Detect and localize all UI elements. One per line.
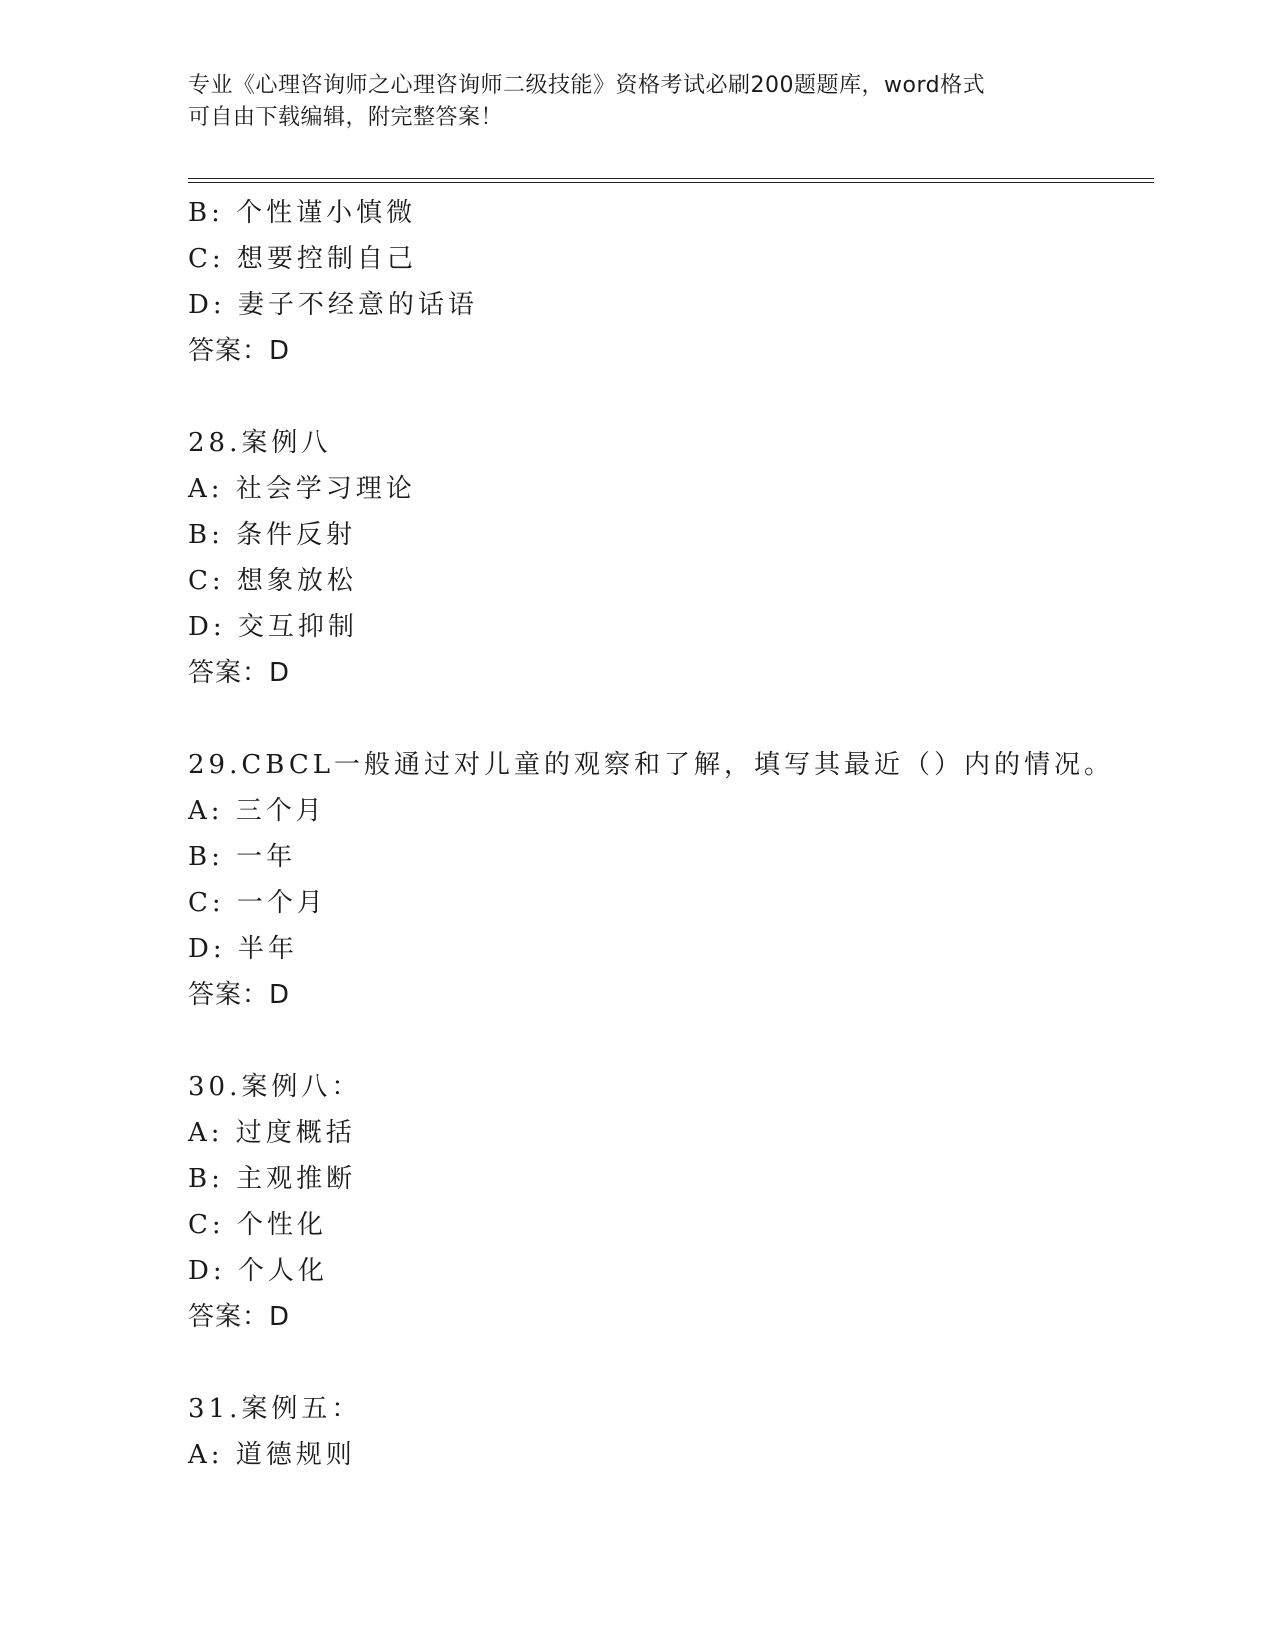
question-title: 29.CBCL一般通过对儿童的观察和了解，填写其最近（）内的情况。 xyxy=(188,750,1114,780)
option-a: A: 三个月 xyxy=(188,796,326,826)
option-b: B: 一年 xyxy=(188,842,297,872)
option-b: B: 个性谨小慎微 xyxy=(188,198,417,228)
answer: 答案：D xyxy=(188,980,291,1010)
option-d: D: 交互抑制 xyxy=(188,612,358,642)
header-divider xyxy=(188,178,1154,183)
question-31 xyxy=(188,1386,1148,1478)
option-d: D: 半年 xyxy=(188,934,298,964)
question-list xyxy=(188,190,1148,1478)
question-title: 30.案例八： xyxy=(188,1072,362,1102)
option-d: D: 个人化 xyxy=(188,1256,328,1286)
option-a: A: 道德规则 xyxy=(188,1440,356,1470)
question-28 xyxy=(188,420,1148,696)
document-header xyxy=(188,70,1088,134)
answer: 答案：D xyxy=(188,658,291,688)
question-29 xyxy=(188,742,1148,1018)
option-c: C: 想要控制自己 xyxy=(188,244,417,274)
header-line-1: 专业《心理咨询师之心理咨询师二级技能》资格考试必刷200题题库，word格式 xyxy=(188,73,986,98)
header-line-2: 可自由下载编辑，附完整答案！ xyxy=(188,105,504,130)
option-c: C: 想象放松 xyxy=(188,566,357,596)
option-a: A: 社会学习理论 xyxy=(188,474,416,504)
question-title: 28.案例八 xyxy=(188,428,332,458)
option-b: B: 主观推断 xyxy=(188,1164,357,1194)
answer: 答案：D xyxy=(188,336,291,366)
question-title: 31.案例五： xyxy=(188,1394,362,1424)
question-30 xyxy=(188,1064,1148,1340)
option-c: C: 一个月 xyxy=(188,888,327,918)
option-c: C: 个性化 xyxy=(188,1210,327,1240)
option-a: A: 过度概括 xyxy=(188,1118,356,1148)
answer: 答案：D xyxy=(188,1302,291,1332)
option-d: D: 妻子不经意的话语 xyxy=(188,290,478,320)
option-b: B: 条件反射 xyxy=(188,520,357,550)
question-27-continued xyxy=(188,190,1148,374)
